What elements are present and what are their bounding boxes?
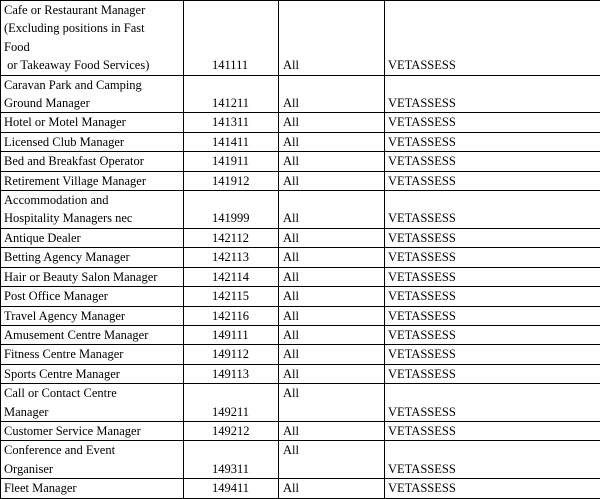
visa-stream-cell: All xyxy=(279,441,385,479)
occupation-cell: Cafe or Restaurant Manager (Excluding positions in Fast Food or Takeaway Food Services) xyxy=(1,1,184,76)
visa-stream-cell: All xyxy=(279,75,385,113)
anzsco-code-cell: 142116 xyxy=(184,306,279,325)
table-row xyxy=(1,479,600,498)
visa-stream-cell: All xyxy=(279,306,385,325)
assessing-authority-cell: VETASSESS xyxy=(385,421,600,440)
assessing-authority-cell: VETASSESS xyxy=(385,345,600,364)
visa-stream-cell: All xyxy=(279,421,385,440)
occupation-cell: Caravan Park and Camping Ground Manager xyxy=(1,75,184,113)
table-row xyxy=(1,228,600,247)
anzsco-code-cell: 142113 xyxy=(184,248,279,267)
occupation-cell: Amusement Centre Manager xyxy=(1,325,184,344)
anzsco-code-cell: 149113 xyxy=(184,364,279,383)
anzsco-code-cell: 149111 xyxy=(184,325,279,344)
occupation-table-body xyxy=(1,1,600,499)
table-row xyxy=(1,248,600,267)
assessing-authority-cell: VETASSESS xyxy=(385,325,600,344)
table-row xyxy=(1,113,600,132)
table-row xyxy=(1,345,600,364)
anzsco-code-cell: 142112 xyxy=(184,228,279,247)
occupation-cell: Antique Dealer xyxy=(1,228,184,247)
anzsco-code-cell: 141411 xyxy=(184,132,279,151)
table-row xyxy=(1,171,600,190)
anzsco-code-cell: 141211 xyxy=(184,75,279,113)
table-row xyxy=(1,191,600,229)
visa-stream-cell: All xyxy=(279,152,385,171)
occupation-cell: Fleet Manager xyxy=(1,479,184,498)
occupation-cell: Retirement Village Manager xyxy=(1,171,184,190)
table-row xyxy=(1,1,600,76)
assessing-authority-cell: VETASSESS xyxy=(385,248,600,267)
occupation-cell: Customer Service Manager xyxy=(1,421,184,440)
anzsco-code-cell: 141111 xyxy=(184,1,279,76)
table-row xyxy=(1,287,600,306)
table-row xyxy=(1,384,600,422)
assessing-authority-cell: VETASSESS xyxy=(385,171,600,190)
visa-stream-cell: All xyxy=(279,325,385,344)
table-row xyxy=(1,267,600,286)
occupation-cell: Bed and Breakfast Operator xyxy=(1,152,184,171)
assessing-authority-cell: VETASSESS xyxy=(385,364,600,383)
anzsco-code-cell: 149112 xyxy=(184,345,279,364)
assessing-authority-cell: VETASSESS xyxy=(385,75,600,113)
assessing-authority-cell: VETASSESS xyxy=(385,267,600,286)
assessing-authority-cell: VETASSESS xyxy=(385,152,600,171)
anzsco-code-cell: 149211 xyxy=(184,384,279,422)
assessing-authority-cell: VETASSESS xyxy=(385,306,600,325)
visa-stream-cell: All xyxy=(279,364,385,383)
assessing-authority-cell: VETASSESS xyxy=(385,191,600,229)
anzsco-code-cell: 149311 xyxy=(184,441,279,479)
occupation-cell: Hotel or Motel Manager xyxy=(1,113,184,132)
occupation-cell: Licensed Club Manager xyxy=(1,132,184,151)
assessing-authority-cell: VETASSESS xyxy=(385,1,600,76)
anzsco-code-cell: 141999 xyxy=(184,191,279,229)
visa-stream-cell: All xyxy=(279,248,385,267)
occupation-cell: Fitness Centre Manager xyxy=(1,345,184,364)
anzsco-code-cell: 149212 xyxy=(184,421,279,440)
table-row xyxy=(1,306,600,325)
visa-stream-cell: All xyxy=(279,191,385,229)
table-row xyxy=(1,364,600,383)
visa-stream-cell: All xyxy=(279,479,385,498)
occupation-cell: Post Office Manager xyxy=(1,287,184,306)
assessing-authority-cell: VETASSESS xyxy=(385,132,600,151)
occupation-cell: Conference and Event Organiser xyxy=(1,441,184,479)
assessing-authority-cell: VETASSESS xyxy=(385,287,600,306)
visa-stream-cell: All xyxy=(279,132,385,151)
table-row xyxy=(1,152,600,171)
occupation-cell: Travel Agency Manager xyxy=(1,306,184,325)
visa-stream-cell: All xyxy=(279,1,385,76)
anzsco-code-cell: 142114 xyxy=(184,267,279,286)
anzsco-code-cell: 142115 xyxy=(184,287,279,306)
visa-stream-cell: All xyxy=(279,267,385,286)
visa-stream-cell: All xyxy=(279,228,385,247)
assessing-authority-cell: VETASSESS xyxy=(385,479,600,498)
anzsco-code-cell: 141311 xyxy=(184,113,279,132)
assessing-authority-cell: VETASSESS xyxy=(385,441,600,479)
visa-stream-cell: All xyxy=(279,171,385,190)
anzsco-code-cell: 149411 xyxy=(184,479,279,498)
occupation-cell: Sports Centre Manager xyxy=(1,364,184,383)
anzsco-code-cell: 141911 xyxy=(184,152,279,171)
assessing-authority-cell: VETASSESS xyxy=(385,113,600,132)
table-row xyxy=(1,421,600,440)
anzsco-code-cell: 141912 xyxy=(184,171,279,190)
table-row xyxy=(1,75,600,113)
occupation-cell: Betting Agency Manager xyxy=(1,248,184,267)
occupation-cell: Accommodation and Hospitality Managers nec xyxy=(1,191,184,229)
table-row xyxy=(1,441,600,479)
visa-stream-cell: All xyxy=(279,345,385,364)
visa-stream-cell: All xyxy=(279,384,385,422)
occupation-cell: Hair or Beauty Salon Manager xyxy=(1,267,184,286)
assessing-authority-cell: VETASSESS xyxy=(385,384,600,422)
visa-stream-cell: All xyxy=(279,287,385,306)
assessing-authority-cell: VETASSESS xyxy=(385,228,600,247)
table-row xyxy=(1,325,600,344)
occupation-cell: Call or Contact Centre Manager xyxy=(1,384,184,422)
visa-stream-cell: All xyxy=(279,113,385,132)
table-row xyxy=(1,132,600,151)
